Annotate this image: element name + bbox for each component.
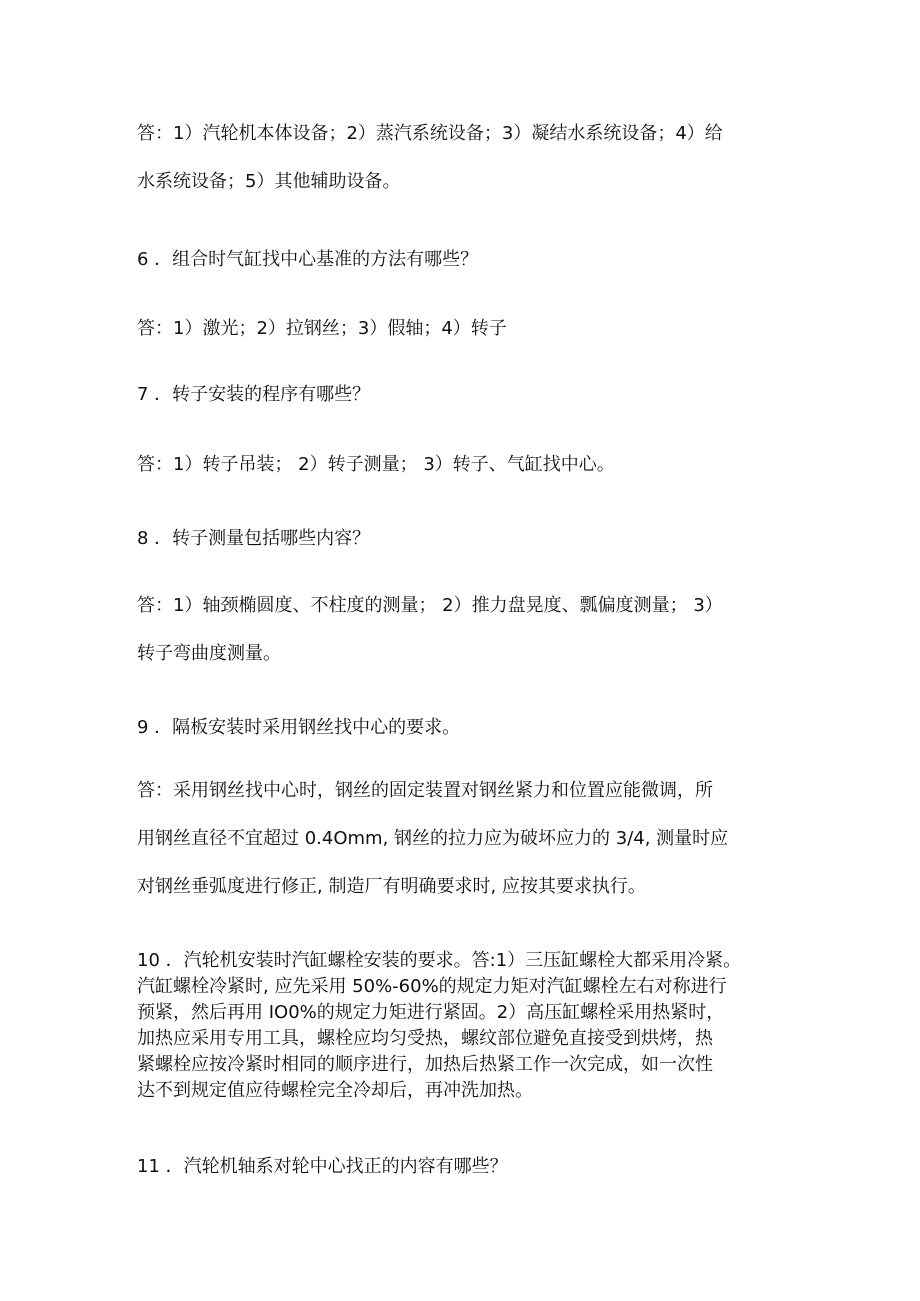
text-line: 6 ．组合时气缸找中心基准的方法有哪些？ [137, 249, 479, 270]
text-line: 加热应采用专用工具，螺栓应均匀受热，螺纹部位避免直接受到烘烤，热 [137, 1028, 713, 1049]
text-line: 汽缸螺栓冷紧时, 应先采用 50%-60%的规定力矩对汽缸螺栓左右对称进行 [137, 976, 727, 997]
text-line: 水系统设备；5）其他辅助设备。 [137, 171, 401, 192]
answer-9 [137, 767, 797, 911]
text-line: 预紧，然后再用 IO0%的规定力矩进行紧固。2）高压缸螺栓采用热紧时， [137, 1002, 725, 1023]
question-11 [137, 1143, 797, 1191]
question-answer-10 [137, 948, 797, 1104]
answer-6 [137, 305, 797, 353]
text-line: 7 ．转子安装的程序有哪些？ [137, 384, 371, 405]
text-line: 答：1）转子吊装； 2）转子测量； 3）转子、气缸找中心。 [137, 454, 615, 475]
text-line: 达不到规定值应待螺栓完全冷却后，再冲洗加热。 [137, 1080, 533, 1101]
text-line: 答：1）汽轮机本体设备；2）蒸汽系统设备；3）凝结水系统设备；4）给 [137, 123, 723, 144]
text-line: 转子弯曲度测量。 [137, 643, 281, 664]
text-line: 用钢丝直径不宜超过 0.4Omm, 钢丝的拉力应为破坏应力的 3/4, 测量时应 [137, 828, 729, 849]
question-7 [137, 371, 797, 419]
text-line: 紧螺栓应按冷紧时相同的顺序进行，加热后热紧工作一次完成，如一次性 [137, 1054, 713, 1075]
text-line: 10 ．汽轮机安装时汽缸螺栓安装的要求。答:1）三压缸螺栓大都采用冷紧。 [137, 950, 742, 971]
answer-8 [137, 582, 797, 678]
text-line: 对钢丝垂弧度进行修正, 制造厂有明确要求时, 应按其要求执行。 [137, 876, 646, 897]
text-line: 答：采用钢丝找中心时，钢丝的固定装置对钢丝紧力和位置应能微调，所 [137, 780, 713, 801]
question-6 [137, 236, 797, 284]
text-line: 11 ．汽轮机轴系对轮中心找正的内容有哪些？ [137, 1156, 508, 1177]
text-line: 8 ．转子测量包括哪些内容？ [137, 528, 371, 549]
text-line: 9 ．隔板安装时采用钢丝找中心的要求。 [137, 717, 461, 738]
question-8 [137, 515, 797, 563]
text-line: 答：1）激光；2）拉钢丝；3）假轴；4）转子 [137, 318, 507, 339]
text-line: 答：1）轴颈椭圆度、不柱度的测量； 2）推力盘晃度、瓢偏度测量； 3） [137, 595, 723, 616]
answer-7 [137, 441, 797, 489]
answer-5 [137, 110, 797, 206]
question-9 [137, 704, 797, 752]
